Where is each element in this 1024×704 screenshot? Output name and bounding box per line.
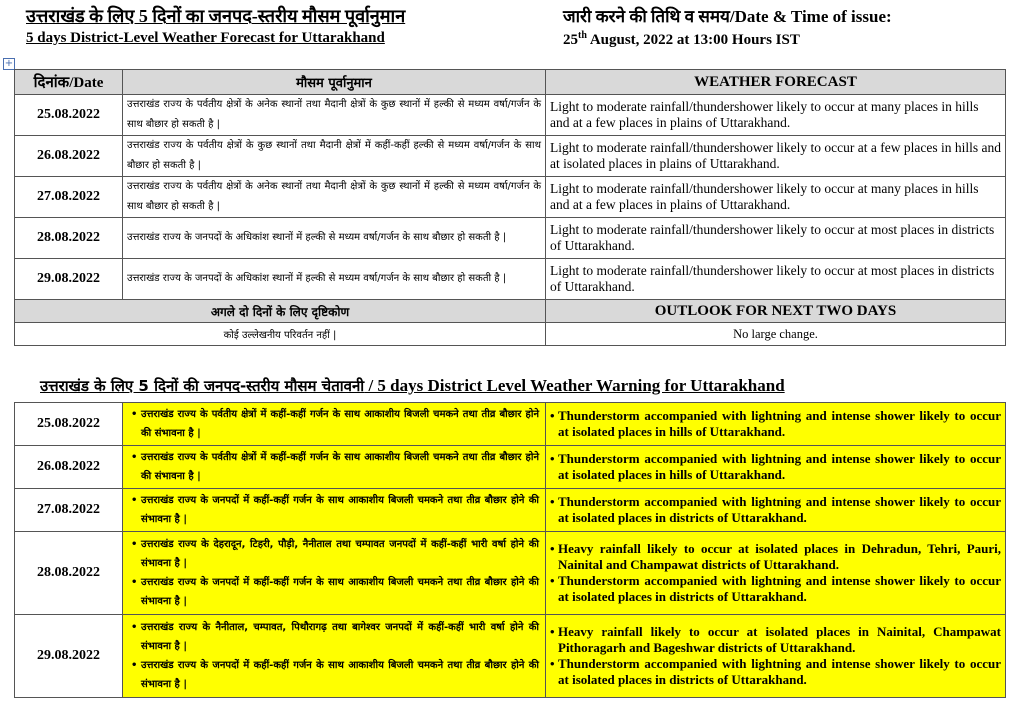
- outlook-value-english: No large change.: [546, 323, 1006, 346]
- forecast-date: 25.08.2022: [15, 95, 123, 136]
- warning-item-english: • Heavy rainfall likely to occur at isolated places in Nainital, Champawat Pithoragarh and Bageshwar districts of Uttarakhand.: [550, 624, 1001, 656]
- title-hindi: उत्तराखंड के लिए 5 दिनों का जनपद-स्तरीय मौसम पूर्वानुमान: [26, 6, 406, 26]
- warning-row: [15, 446, 1006, 489]
- forecast-text-english: Light to moderate rainfall/thundershower likely to occur at a few places in hills and at isolated places in plains of Uttarakhand.: [546, 136, 1006, 177]
- warning-item-hindi: • उत्तराखंड राज्य के जनपदों में कहीं-कहीं गर्जन के साथ आकाशीय बिजली चमकने तथा तीव्र बौछार होने की संभावना है |: [129, 573, 539, 611]
- forecast-text-hindi: उत्तराखंड राज्य के पर्वतीय क्षेत्रों के अनेक स्थानों तथा मैदानी क्षेत्रों के कुछ स्थानों में हल्की से मध्यम वर्षा/गर्जन के साथ बौछार हो सकती है |: [123, 177, 546, 218]
- forecast-text-english: Light to moderate rainfall/thundershower likely to occur at most places in districts of Uttarakhand.: [546, 259, 1006, 300]
- forecast-text-hindi: उत्तराखंड राज्य के जनपदों के अधिकांश स्थानों में हल्की से मध्यम वर्षा/गर्जन के साथ बौछार हो सकती है |: [123, 218, 546, 259]
- warning-title: उत्तराखंड के लिए 5 दिनों की जनपद-स्तरीय मौसम चेतावनी / 5 days District Level Weather Warning for Uttarakhand: [40, 376, 785, 395]
- forecast-table: [14, 69, 1006, 346]
- warning-cell-english: [546, 532, 1006, 615]
- warning-item-english: • Thunderstorm accompanied with lightning and intense shower likely to occur at isolated places in districts of Uttarakhand.: [550, 656, 1001, 688]
- issue-datetime: 25th August, 2022 at 13:00 Hours IST: [563, 30, 800, 48]
- warning-row: [15, 532, 1006, 615]
- outlook-header-hindi: अगले दो दिनों के लिए दृष्टिकोण: [15, 300, 546, 323]
- warning-date: 27.08.2022: [15, 489, 123, 532]
- warning-cell-hindi: [123, 532, 546, 615]
- warning-item-english: • Thunderstorm accompanied with lightning and intense shower likely to occur at isolated places in hills of Uttarakhand.: [550, 451, 1001, 483]
- forecast-text-english: Light to moderate rainfall/thundershower likely to occur at many places in hills and at a few places in plains of Uttarakhand.: [546, 95, 1006, 136]
- forecast-text-hindi: उत्तराखंड राज्य के जनपदों के अधिकांश स्थानों में हल्की से मध्यम वर्षा/गर्जन के साथ बौछार हो सकती है |: [123, 259, 546, 300]
- warning-date: 26.08.2022: [15, 446, 123, 489]
- warning-row: [15, 615, 1006, 698]
- warning-item-hindi: • उत्तराखंड राज्य के पर्वतीय क्षेत्रों में कहीं-कहीं गर्जन के साथ आकाशीय बिजली चमकने तथा तीव्र बौछार होने की संभावना है |: [129, 405, 539, 443]
- forecast-row: [15, 177, 1006, 218]
- warning-cell-hindi: [123, 403, 546, 446]
- title-english: 5 days District-Level Weather Forecast for Uttarakhand: [26, 30, 385, 46]
- warning-date: 28.08.2022: [15, 532, 123, 615]
- table-move-handle-icon[interactable]: +: [4, 58, 14, 69]
- warning-cell-english: [546, 446, 1006, 489]
- warning-cell-english: [546, 615, 1006, 698]
- forecast-row: [15, 136, 1006, 177]
- warning-cell-hindi: [123, 615, 546, 698]
- outlook-header-english: OUTLOOK FOR NEXT TWO DAYS: [546, 300, 1006, 323]
- warning-date: 25.08.2022: [15, 403, 123, 446]
- issue-label: जारी करने की तिथि व समय/Date & Time of issue:: [563, 7, 892, 26]
- outlook-value-hindi: कोई उल्लेखनीय परिवर्तन नहीं |: [15, 323, 546, 346]
- warning-item-hindi: • उत्तराखंड राज्य के नैनीताल, चम्पावत, पिथौरागढ़ तथा बागेश्वर जनपदों में कहीं-कहीं भारी वर्षा होने की संभावना है |: [129, 618, 539, 656]
- forecast-text-hindi: उत्तराखंड राज्य के पर्वतीय क्षेत्रों के कुछ स्थानों तथा मैदानी क्षेत्रों में कहीं-कहीं हल्की से मध्यम वर्षा/गर्जन के साथ बौछार हो सकती है |: [123, 136, 546, 177]
- warning-date: 29.08.2022: [15, 615, 123, 698]
- warning-item-hindi: • उत्तराखंड राज्य के पर्वतीय क्षेत्रों में कहीं-कहीं गर्जन के साथ आकाशीय बिजली चमकने तथा तीव्र बौछार होने की संभावना है |: [129, 448, 539, 486]
- forecast-text-english: Light to moderate rainfall/thundershower likely to occur at most places in districts of Uttarakhand.: [546, 218, 1006, 259]
- forecast-text-english: Light to moderate rainfall/thundershower likely to occur at many places in hills and at a few places in plains of Uttarakhand.: [546, 177, 1006, 218]
- forecast-date: 27.08.2022: [15, 177, 123, 218]
- warning-cell-hindi: [123, 489, 546, 532]
- col-header-forecast-hindi: मौसम पूर्वानुमान: [123, 70, 546, 95]
- warning-item-english: • Thunderstorm accompanied with lightning and intense shower likely to occur at isolated places in districts of Uttarakhand.: [550, 573, 1001, 605]
- forecast-date: 28.08.2022: [15, 218, 123, 259]
- forecast-row: [15, 259, 1006, 300]
- warning-cell-hindi: [123, 446, 546, 489]
- warning-item-hindi: • उत्तराखंड राज्य के देहरादून, टिहरी, पौड़ी, नैनीताल तथा चम्पावत जनपदों में कहीं-कहीं भारी वर्षा होने की संभावना है |: [129, 535, 539, 573]
- warning-row: [15, 403, 1006, 446]
- warning-item-english: • Thunderstorm accompanied with lightning and intense shower likely to occur at isolated places in hills of Uttarakhand.: [550, 408, 1001, 440]
- warning-cell-english: [546, 403, 1006, 446]
- forecast-date: 29.08.2022: [15, 259, 123, 300]
- warning-item-hindi: • उत्तराखंड राज्य के जनपदों में कहीं-कहीं गर्जन के साथ आकाशीय बिजली चमकने तथा तीव्र बौछार होने की संभावना है |: [129, 656, 539, 694]
- warning-cell-english: [546, 489, 1006, 532]
- forecast-text-hindi: उत्तराखंड राज्य के पर्वतीय क्षेत्रों के अनेक स्थानों तथा मैदानी क्षेत्रों के कुछ स्थानों में हल्की से मध्यम वर्षा/गर्जन के साथ बौछार हो सकती है |: [123, 95, 546, 136]
- warning-item-hindi: • उत्तराखंड राज्य के जनपदों में कहीं-कहीं गर्जन के साथ आकाशीय बिजली चमकने तथा तीव्र बौछार होने की संभावना है |: [129, 491, 539, 529]
- forecast-date: 26.08.2022: [15, 136, 123, 177]
- warning-table: [14, 402, 1006, 698]
- forecast-row: [15, 218, 1006, 259]
- warning-item-english: • Heavy rainfall likely to occur at isolated places in Dehradun, Tehri, Pauri, Nainital and Champawat districts of Uttarakhand.: [550, 541, 1001, 573]
- col-header-forecast-english: WEATHER FORECAST: [546, 70, 1006, 95]
- forecast-row: [15, 95, 1006, 136]
- warning-item-english: • Thunderstorm accompanied with lightning and intense shower likely to occur at isolated places in districts of Uttarakhand.: [550, 494, 1001, 526]
- col-header-date: दिनांक/Date: [15, 70, 123, 95]
- warning-row: [15, 489, 1006, 532]
